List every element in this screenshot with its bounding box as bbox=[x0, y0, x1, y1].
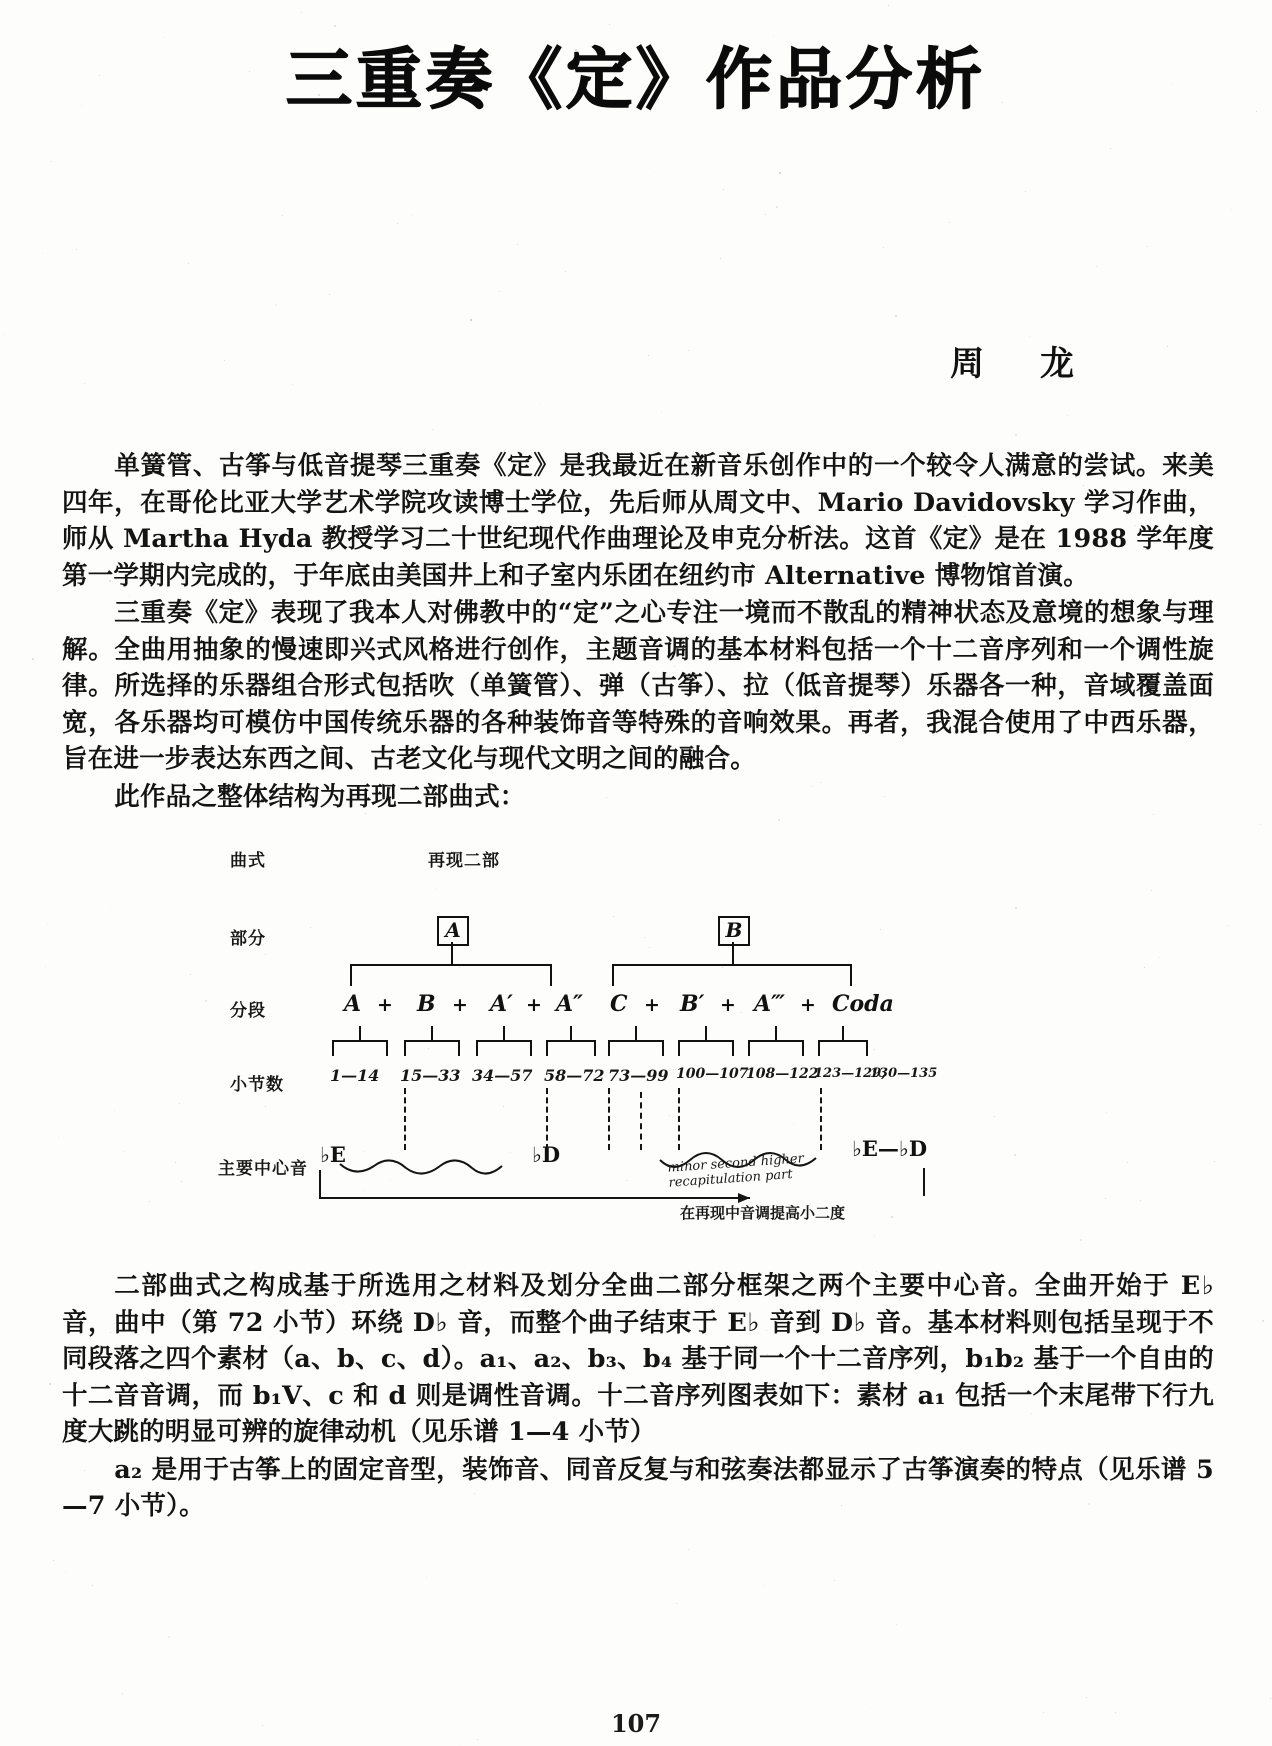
diagram-measures-8: 123—129, bbox=[814, 1066, 886, 1081]
diagram-section-plus-3: + bbox=[526, 994, 542, 1016]
diagram-part-box-a: A bbox=[437, 916, 469, 946]
diagram-part-box-b: B bbox=[718, 916, 750, 946]
diagram-section-coda: Coda bbox=[832, 991, 894, 1017]
diagram-row-label-form: 曲式 bbox=[230, 851, 266, 871]
diagram-bracket-b-right bbox=[850, 964, 852, 986]
diagram-section-a1: A bbox=[344, 991, 362, 1017]
diagram-annotation-en: minor second higher recapitulation part bbox=[667, 1151, 805, 1191]
diagram-section-plus-6: + bbox=[800, 994, 816, 1016]
diagram-section-a2: B bbox=[417, 991, 436, 1017]
diagram-measures-7: 108—122 bbox=[746, 1066, 819, 1082]
diagram-measures-4: 58—72 bbox=[544, 1066, 605, 1085]
diagram-tone-start: ♭E bbox=[320, 1142, 346, 1167]
diagram-tone-end: ♭E—♭D bbox=[852, 1136, 928, 1161]
diagram-section-a3: A′ bbox=[490, 991, 513, 1017]
diagram-connector-a-stem bbox=[451, 942, 453, 964]
diagram-bracket-a-right bbox=[550, 964, 552, 986]
diagram-section-b2: B′ bbox=[680, 991, 705, 1017]
paragraph-1: 单簧管、古筝与低音提琴三重奏《定》是我最近在新音乐创作中的一个较令人满意的尝试。来美四年，在哥伦比亚大学艺术学院攻读博士学位，先后师从周文中、Mario Davidovsky 学习作曲，师从 Martha Hyda 教授学习二十世纪现代作曲理论及申克分析法。这首《定》是在 1988 学年度第一学期内完成的，于年底由美国井上和子室内乐团在纽约市 Alternative 博物馆首演。 bbox=[62, 451, 1214, 591]
paragraph-5: a₂ 是用于古筝上的固定音型，装饰音、同音反复与和弦奏法都显示了古筝演奏的特点（见乐谱 5—7 小节）。 bbox=[62, 1454, 1214, 1521]
structure-diagram bbox=[62, 836, 1214, 1236]
diagram-section-b1: C bbox=[610, 991, 628, 1017]
diagram-form-value: 再现二部 bbox=[428, 851, 500, 871]
diagram-measures-1: 1—14 bbox=[330, 1066, 380, 1085]
diagram-measures-9: 130—135 bbox=[870, 1066, 938, 1081]
diagram-bracket-b-top bbox=[612, 964, 852, 966]
diagram-measures-3: 34—57 bbox=[472, 1066, 533, 1085]
diagram-bracket-a-left bbox=[350, 964, 352, 986]
diagram-row-label-measures: 小节数 bbox=[230, 1075, 284, 1095]
diagram-measures-2: 15—33 bbox=[400, 1066, 461, 1085]
diagram-section-plus-5: + bbox=[720, 994, 736, 1016]
diagram-tone-mid: ♭D bbox=[532, 1142, 561, 1167]
diagram-section-plus-2: + bbox=[452, 994, 468, 1016]
diagram-connector-b-stem bbox=[732, 942, 734, 964]
body-text bbox=[62, 448, 1214, 816]
diagram-section-b3: A‴ bbox=[754, 991, 785, 1017]
author-name: 周 龙 bbox=[950, 344, 1096, 384]
diagram-section-plus-4: + bbox=[644, 994, 660, 1016]
diagram-section-a4: A″ bbox=[556, 991, 583, 1017]
diagram-measures-6: 100—107 bbox=[676, 1066, 749, 1082]
diagram-section-plus-1: + bbox=[377, 994, 393, 1016]
paragraph-3: 此作品之整体结构为再现二部曲式： bbox=[114, 781, 526, 812]
diagram-bracket-b-left bbox=[612, 964, 614, 986]
page-title: 三重奏《定》作品分析 bbox=[286, 41, 986, 118]
diagram-row-label-center-tones: 主要中心音 bbox=[218, 1159, 308, 1179]
diagram-bracket-a-top bbox=[350, 964, 552, 966]
diagram-row-label-parts: 部分 bbox=[230, 929, 266, 949]
paragraph-4: 二部曲式之构成基于所选用之材料及划分全曲二部分框架之两个主要中心音。全曲开始于 E♭ 音，曲中（第 72 小节）环绕 D♭ 音，而整个曲子结束于 E♭ 音到 D♭ 音。基本材料则包括呈现于不同段落之四个素材（a、b、c、d）。a₁、a₂、b₃、b₄ 基于同一个十二音序列，b₁b₂ 基于一个自由的十二音音调，而 b₁V、c 和 d 则是调性音调。十二音序列图表如下：素材 a₁ 包括一个末尾带下行九度大跳的明显可辨的旋律动机（见乐谱 1—4 小节） bbox=[62, 1271, 1214, 1447]
paragraph-2: 三重奏《定》表现了我本人对佛教中的“定”之心专注一境而不散乱的精神状态及意境的想象与理解。全曲用抽象的慢速即兴式风格进行创作，主题音调的基本材料包括一个十二音序列和一个调性旋律。所选择的乐器组合形式包括吹（单簧管）、弹（古筝）、拉（低音提琴）乐器各一种，音域覆盖面宽，各乐器均可模仿中国传统乐器的各种装饰音等特殊的音响效果。再者，我混合使用了中西乐器，旨在进一步表达东西之间、古老文化与现代文明之间的融合。 bbox=[62, 598, 1214, 774]
diagram-annotation-cn: 在再现中音调提高小二度 bbox=[680, 1204, 846, 1222]
diagram-measures-5: 73—99 bbox=[608, 1066, 669, 1085]
diagram-row-label-sections: 分段 bbox=[230, 1001, 266, 1021]
body-text-after-diagram bbox=[62, 1268, 1214, 1526]
page-number: 107 bbox=[610, 1709, 662, 1738]
